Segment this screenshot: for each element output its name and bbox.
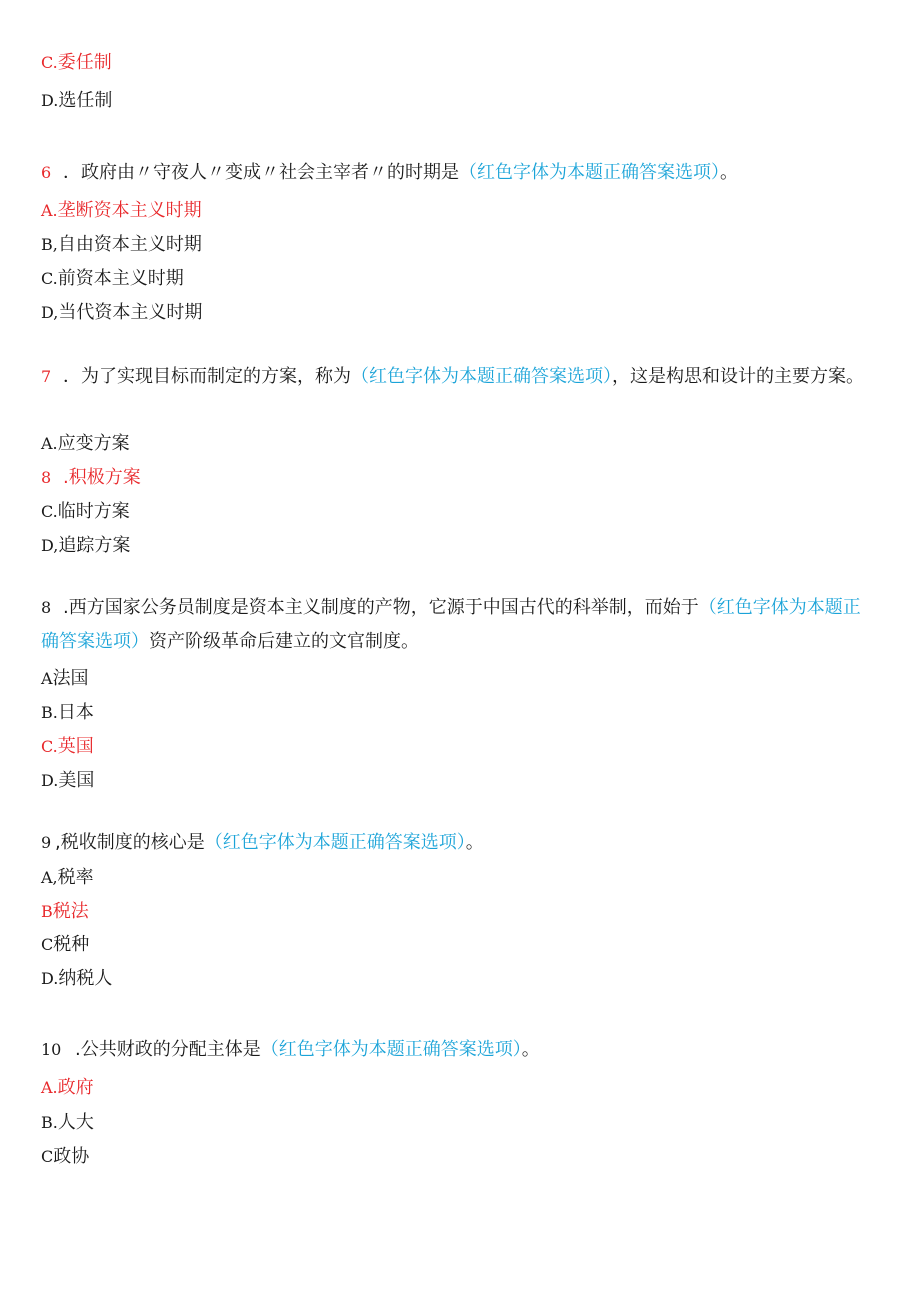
option-text: 应变方案 xyxy=(57,433,130,454)
answer-hint: （红色字体为本题正确答案选项） xyxy=(351,366,612,387)
question-number: 8 xyxy=(41,598,52,617)
option-text: 追踪方案 xyxy=(58,535,131,556)
option-letter: B. xyxy=(41,1113,58,1132)
q6-option-d xyxy=(41,300,202,326)
question-tail: 。 xyxy=(465,832,484,853)
question-number: 10 xyxy=(41,1040,62,1059)
option-text: 政府 xyxy=(57,1077,94,1098)
answer-hint: （红色字体为本题正确答案选项） xyxy=(41,597,861,652)
q8-option-a xyxy=(41,666,89,692)
option-letter: B, xyxy=(41,235,58,254)
option-letter: A. xyxy=(41,434,58,453)
q7-option-b xyxy=(41,465,141,491)
q7-option-c xyxy=(41,499,130,525)
question-stem: ．政府由〃守夜人〃变成〃社会主宰者〃的时期是 xyxy=(63,162,459,183)
option-text: 自由资本主义时期 xyxy=(57,234,202,255)
q8-option-c xyxy=(41,734,94,760)
option-text: 临时方案 xyxy=(57,501,130,522)
option-letter: D. xyxy=(41,969,59,988)
q5-option-c xyxy=(41,50,112,76)
option-text: 税率 xyxy=(57,867,94,888)
q9-option-d xyxy=(41,966,112,992)
option-text: 委任制 xyxy=(57,52,112,73)
q6-option-c xyxy=(41,266,184,292)
option-letter: D, xyxy=(41,303,59,322)
option-letter: B. xyxy=(41,703,58,722)
option-text: 税法 xyxy=(52,901,89,922)
q7-option-a xyxy=(41,431,130,457)
question-stem: .公共财政的分配主体是 xyxy=(75,1039,261,1060)
q7-question xyxy=(41,360,876,394)
q10-option-c xyxy=(41,1144,89,1170)
q10-option-a xyxy=(41,1075,94,1101)
option-letter: A. xyxy=(41,201,58,220)
option-letter: C xyxy=(41,935,54,954)
question-number: 6 xyxy=(41,163,52,182)
option-text: 当代资本主义时期 xyxy=(58,302,203,323)
q8-option-d xyxy=(41,768,94,794)
option-text: 政协 xyxy=(53,1146,90,1167)
option-letter: D. xyxy=(41,91,59,110)
question-number: 7 xyxy=(41,367,52,386)
q10-option-b xyxy=(41,1110,94,1136)
q10-question xyxy=(41,1037,540,1063)
option-text: 美国 xyxy=(58,770,95,791)
q8-question xyxy=(41,591,876,659)
option-text: 选任制 xyxy=(58,90,113,111)
q6-question xyxy=(41,160,738,186)
option-text: 人大 xyxy=(57,1112,94,1133)
option-letter: C. xyxy=(41,53,58,72)
q5-option-d xyxy=(41,88,112,114)
option-text: .积极方案 xyxy=(63,467,141,488)
q9-option-b xyxy=(41,899,89,925)
q8-option-b xyxy=(41,700,94,726)
question-number: 9 xyxy=(41,833,52,852)
q6-option-a xyxy=(41,198,202,224)
option-text: 英国 xyxy=(57,736,94,757)
option-letter: A xyxy=(41,669,53,688)
question-tail: 。 xyxy=(521,1039,540,1060)
q9-option-c xyxy=(41,932,89,958)
question-tail: 。 xyxy=(720,162,738,183)
question-tail: ，这是构思和设计的主要方案。 xyxy=(612,366,864,387)
option-letter: D, xyxy=(41,536,59,555)
answer-hint: （红色字体为本题正确答案选项） xyxy=(204,832,466,853)
q6-option-b xyxy=(41,232,202,258)
option-text: 日本 xyxy=(57,702,94,723)
option-letter: A. xyxy=(41,1078,58,1097)
option-letter: A, xyxy=(41,868,58,887)
option-text: 垄断资本主义时期 xyxy=(57,200,202,221)
q9-question xyxy=(41,830,484,856)
option-letter: 8 xyxy=(41,468,52,487)
option-text: 法国 xyxy=(52,668,89,689)
option-letter: C. xyxy=(41,737,58,756)
option-letter: C xyxy=(41,1147,54,1166)
question-stem: ．为了实现目标而制定的方案，称为 xyxy=(63,366,351,387)
q7-option-d xyxy=(41,533,130,559)
option-letter: C. xyxy=(41,269,58,288)
option-text: 纳税人 xyxy=(58,968,113,989)
answer-hint: （红色字体为本题正确答案选项） xyxy=(260,1039,522,1060)
question-stem: ,税收制度的核心是 xyxy=(55,832,205,853)
question-stem: .西方国家公务员制度是资本主义制度的产物，它源于中国古代的科举制，而始于 xyxy=(63,597,699,618)
option-letter: C. xyxy=(41,502,58,521)
question-tail: 资产阶级革命后建立的文官制度。 xyxy=(149,631,419,652)
option-text: 前资本主义时期 xyxy=(57,268,184,289)
option-letter: D. xyxy=(41,771,59,790)
option-text: 税种 xyxy=(53,934,90,955)
q9-option-a xyxy=(41,865,94,891)
option-letter: B xyxy=(41,902,53,921)
answer-hint: （红色字体为本题正确答案选项） xyxy=(459,162,720,183)
